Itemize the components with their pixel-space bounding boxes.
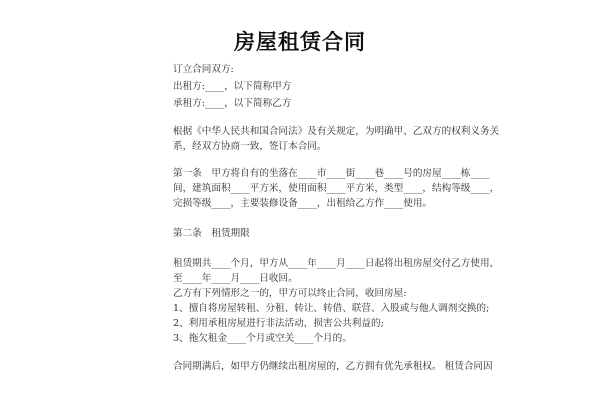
termination-item-2: 2、利用承租房屋进行非法活动，损害公共利益的; [173, 318, 384, 329]
termination-item-1: 1、擅自将房屋转租、分租、转让、转借、联营、入股或与他人调剂交换的; [173, 303, 490, 314]
termination-item-3: 3、拖欠租金____个月或空关____个月的。 [173, 333, 352, 344]
article-1-line-1: 第一条 甲方将自有的坐落在____市____街____巷____号的房屋____栋____ [173, 168, 490, 179]
lessee-line: 承租方:____，以下简称乙方 [173, 98, 292, 109]
article-1-line-3: 完损等级____，主要装修设备____，出租给乙方作____使用。 [173, 198, 433, 209]
termination-intro: 乙方有下列情形之一的，甲方可以终止合同，收回房屋: [173, 288, 407, 299]
expiry-line: 合同期满后，如甲方仍继续出租房屋的，乙方拥有优先承租权。 租赁合同因 [173, 361, 493, 372]
lease-term-line-1: 租赁期共____个月，甲方从____年____月____日起将出租房屋交付乙方使用， [173, 258, 500, 269]
article-1-line-2: 间，建筑面积____平方米，使用面积____平方米，类型____，结构等级____， [173, 183, 500, 194]
lessor-line: 出租方:____，以下简称甲方 [173, 81, 292, 92]
preamble-line-1: 根据《中华人民共和国合同法》及有关规定，为明确甲、乙双方的权利义务关 [173, 126, 500, 137]
preamble-line-2: 系，经双方协商一致，签订本合同。 [173, 141, 327, 152]
article-2-heading: 第二条 租赁期限 [173, 228, 250, 239]
lease-term-line-2: 至____年____月____日收回。 [173, 273, 298, 284]
parties-heading: 订立合同双方: [173, 64, 234, 75]
document-title: 房屋租赁合同 [234, 30, 366, 54]
